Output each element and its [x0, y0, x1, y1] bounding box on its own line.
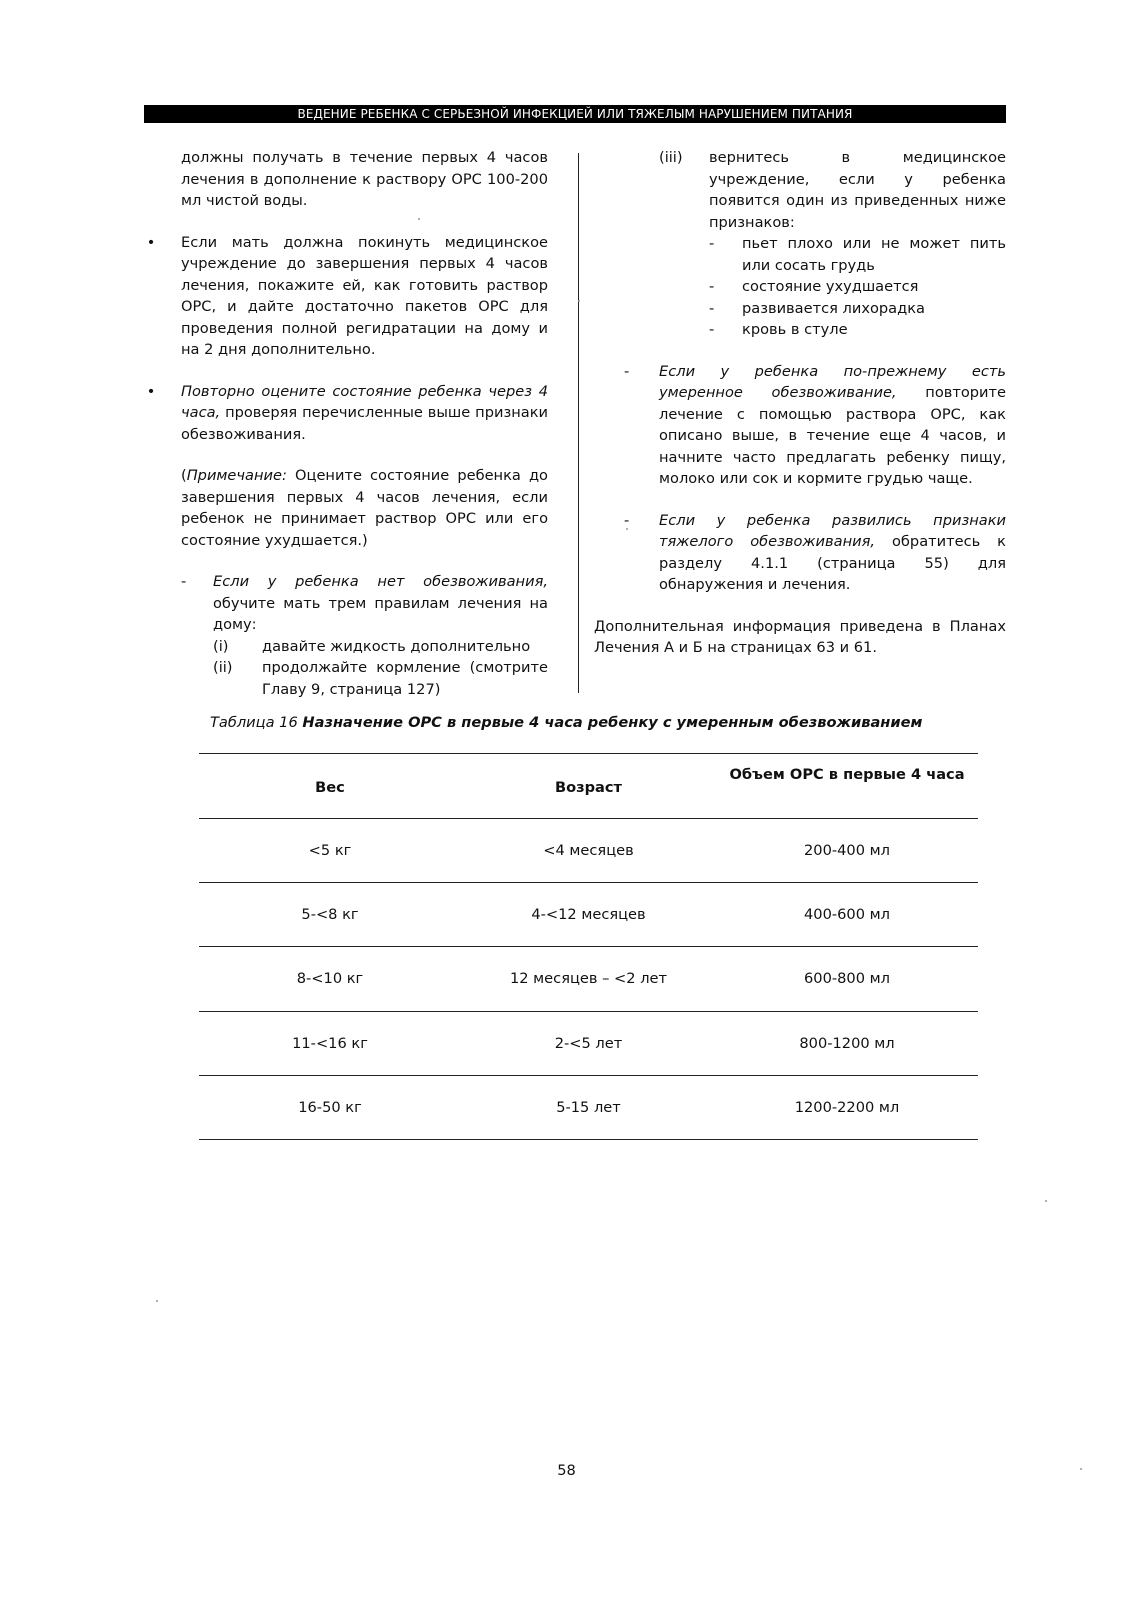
table-rule	[199, 882, 978, 883]
dash-rest: обучите мать трем правилам лечения на дому:	[213, 594, 548, 633]
table-rule	[199, 818, 978, 819]
header-cell-volume: Объем ОРС в первые 4 часа	[729, 766, 965, 783]
table-cell: 400-600 мл	[804, 906, 890, 923]
note-text: Оцените состояние ребенка до завершения первых 4 часов лечения, если ребенок не принимает раствор ОРС или его состояние ухудшается.)	[181, 467, 548, 549]
column-divider	[578, 153, 579, 693]
dash-icon: -	[709, 299, 715, 317]
rule-text: давайте жидкость дополнительно	[262, 637, 531, 655]
page-number: 58	[557, 1462, 576, 1479]
bullet-icon: •	[146, 233, 156, 251]
rule-item-ii	[146, 657, 548, 700]
table-cell: 8-<10 кг	[296, 970, 364, 987]
dash-item-severe	[609, 510, 1006, 596]
table-cell: <4 месяцев	[543, 842, 634, 859]
note-label: Примечание:	[186, 467, 287, 484]
rule-text: вернитесь в медицинское учреждение, если у ребенка появится один из приведенных ниже признаков:	[709, 149, 1006, 231]
bullet-item-reassess	[146, 381, 548, 446]
dash-icon: -	[709, 235, 715, 252]
dash-icon: -	[624, 511, 630, 529]
bullet-item-leave-facility	[146, 232, 548, 361]
table-cell: 200-400 мл	[804, 842, 890, 859]
dash-icon: -	[709, 321, 715, 338]
dash-text	[659, 361, 1006, 490]
table-caption-label: Таблица 16	[210, 714, 298, 731]
bullet-text: Если мать должна покинуть медицинское учреждение до завершения первых 4 часов лечения, покажите ей, как готовить раствор ОРС, и дайте достаточно пакетов ОРС для проведения полной регидратации на дому и на 2 дня дополнительно.	[181, 233, 548, 358]
table-rule	[199, 1139, 978, 1140]
table-cell: <5 кг	[308, 842, 352, 859]
header-cell-age: Возраст	[554, 779, 623, 796]
dash-icon: -	[181, 573, 187, 590]
italic-lead: Если у ребенка по-прежнему есть умеренное обезвоживание,	[659, 362, 1006, 401]
intro-paragraph: должны получать в течение первых 4 часов лечения в дополнение к раствору ОРС 100-200 мл чистой воды.	[181, 149, 548, 209]
table-caption	[210, 712, 990, 734]
rule-item-i	[146, 636, 548, 658]
note-paragraph	[146, 465, 548, 551]
more-info-paragraph: Дополнительная информация приведена в Планах Лечения А и Б на страницах 63 и 61.	[594, 617, 1006, 656]
table-rule	[199, 946, 978, 947]
sign-text: развивается лихорадка	[742, 299, 925, 317]
table-cell: 5-15 лет	[556, 1099, 621, 1116]
dash-text	[659, 510, 1006, 596]
sign-text: состояние ухудшается	[742, 278, 919, 295]
dash-item-no-dehydration	[146, 571, 548, 636]
left-column	[146, 147, 548, 700]
sign-item	[609, 319, 1006, 341]
dash-rest: обратитесь к разделу 4.1.1 (страница 55) для обнаружения и лечения.	[659, 533, 1007, 593]
table-cell: 11-<16 кг	[292, 1035, 368, 1052]
bullet-icon: •	[146, 382, 156, 400]
table-cell: 4-<12 месяцев	[531, 906, 646, 923]
italic-lead: Повторно оцените состояние ребенка через 4 часа,	[181, 382, 548, 421]
bullet-rest: проверяя перечисленные выше признаки обезвоживания.	[181, 404, 548, 443]
rule-marker: (iii)	[659, 149, 683, 166]
scan-speck	[418, 218, 420, 220]
dash-icon: -	[624, 362, 630, 380]
italic-lead: Если у ребенка развились признаки тяжелого обезвоживания,	[659, 511, 1006, 550]
table-cell: 2-<5 лет	[554, 1035, 623, 1052]
sign-item	[609, 276, 1006, 298]
right-column	[594, 147, 1007, 659]
table-cell: 1200-2200 мл	[794, 1099, 900, 1116]
bullet-text	[181, 381, 548, 446]
sign-text: кровь в стуле	[742, 321, 848, 338]
rule-text: продолжайте кормление (смотрите Главу 9, страница 127)	[262, 659, 548, 698]
scan-speck	[578, 300, 580, 302]
table-rule	[199, 1011, 978, 1012]
dash-item-moderate	[609, 361, 1006, 490]
table-caption-title: Назначение ОРС в первые 4 часа ребенку с умеренным обезвоживанием	[302, 714, 923, 731]
sign-text: пьет плохо или не может пить или сосать грудь	[742, 235, 1006, 274]
table-rule	[199, 753, 978, 754]
sign-item	[609, 233, 1006, 276]
table-cell: 600-800 мл	[804, 970, 890, 987]
rule-marker: (i)	[213, 637, 229, 655]
table-cell: 5-<8 кг	[301, 906, 359, 923]
note-open: (	[181, 467, 187, 484]
table-cell: 12 месяцев – <2 лет	[509, 970, 668, 987]
dash-rest: повторите лечение с помощью раствора ОРС, как описано выше, в течение еще 4 часов, и начните часто предлагать ребенку пищу, молоко или сок и кормите грудью чаще.	[659, 384, 1007, 487]
sign-item	[609, 298, 1006, 320]
table-rule	[199, 1075, 978, 1076]
dash-text	[213, 571, 548, 636]
scan-speck	[626, 528, 628, 530]
header-cell-weight: Вес	[315, 779, 345, 796]
table-cell: 16-50 кг	[298, 1099, 362, 1116]
rule-item-iii	[609, 147, 1006, 233]
rule-marker: (ii)	[213, 659, 233, 676]
italic-lead: Если у ребенка нет обезвоживания,	[213, 573, 548, 590]
dash-icon: -	[709, 278, 715, 295]
running-header: ВЕДЕНИЕ РЕБЕНКА С СЕРЬЕЗНОЙ ИНФЕКЦИЕЙ ИЛИ ТЯЖЕЛЫМ НАРУШЕНИЕМ ПИТАНИЯ	[144, 105, 1006, 123]
scan-speck	[1080, 1468, 1082, 1470]
table-cell: 800-1200 мл	[799, 1035, 895, 1052]
scan-speck	[1045, 1200, 1047, 1202]
scan-speck	[156, 1300, 158, 1302]
